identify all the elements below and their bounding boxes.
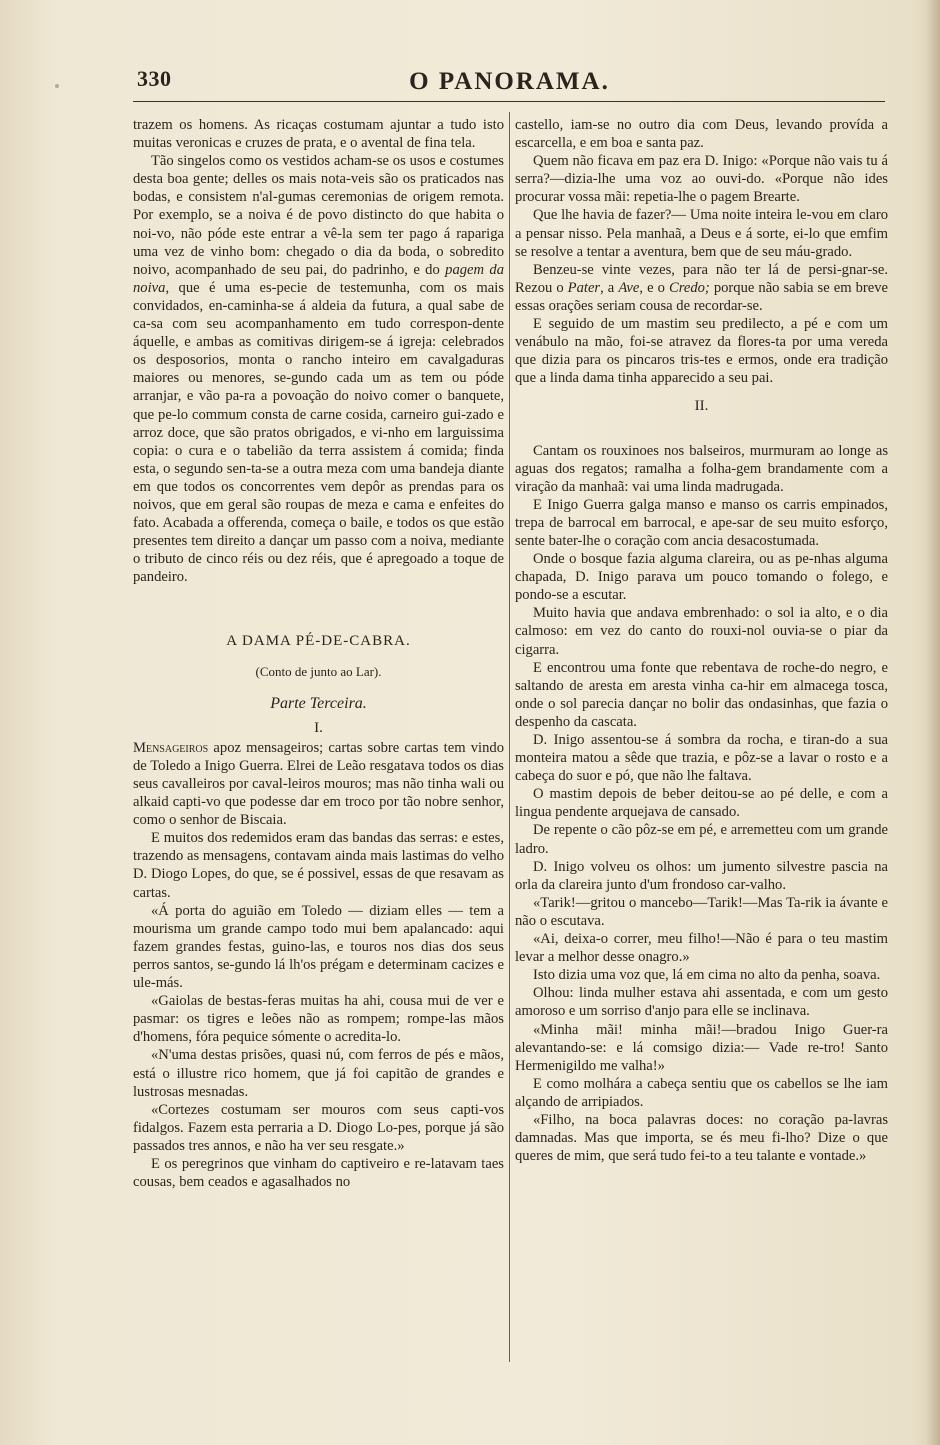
column-divider: [509, 112, 510, 1362]
paragraph: De repente o cão pôz-se em pé, e arremetteu com um grande ladro.: [515, 822, 888, 857]
page-number: 330: [137, 66, 172, 91]
paragraph: «Gaiolas de bestas-feras muitas ha ahi, cousa mui de ver e pasmar: os tigres e leões não as rompem; rompe-las mãos d'homens, fóra pequice sómente o acredita-lo.: [133, 993, 504, 1046]
journal-title: O PANORAMA.: [409, 68, 610, 95]
paragraph: Quem não ficava em paz era D. Inigo: «Porque não vais tu á serra?—dizia-lhe uma voz ao ouvi-do. «Porque não ides procurar vossa mãi: repetia-lhe o pagem Brearte.: [515, 153, 888, 206]
paragraph: E muitos dos redemidos eram das bandas das serras: e estes, trazendo as mensagens, contavam ainda mais lastimas do velho D. Diogo Lopes, do que, se é possivel, essas de que resavam as cartas.: [133, 830, 504, 901]
story-subtitle: (Conto de junto ao Lar).: [255, 663, 382, 679]
paragraph: «N'uma destas prisões, quasi nú, com ferros de pés e mãos, está o illustre rico homem, que já foi capitão de grandes e lustrosas mesnadas.: [133, 1047, 504, 1100]
paragraph: «Tarik!—gritou o mancebo—Tarik!—Mas Ta-rik ia ávante e não o escutava.: [515, 894, 888, 929]
paragraph: E seguido de um mastim seu predilecto, a pé e com um venábulo na mão, foi-se atravez da flores-ta por uma vereda que dizia para os pincaros tris-tes e ermos, onde era tradição que a linda dama tinha apparecido a seu pai.: [515, 316, 888, 387]
header-rule: [133, 101, 885, 102]
paragraph: Olhou: linda mulher estava ahi assentada, e com um gesto amoroso e um sorriso d'anjo para elle se inclinava.: [515, 985, 888, 1020]
story-part: Parte Terceira.: [270, 694, 367, 712]
left-column: [133, 116, 504, 1191]
paragraph: «Minha mãi! minha mãi!—bradou Inigo Guer-ra alevantando-se: e lá comsigo dizia:— Vade re-tro! Santo Hermenigildo me valha!»: [515, 1021, 888, 1074]
italic-term: Credo;: [668, 279, 710, 296]
section-number-i: I.: [314, 719, 323, 736]
paragraph: Cantam os rouxinoes nos balseiros, murmuram ao longe as aguas dos regatos; ramalha a folha-gem brandamente com a viração da manhaã: vai uma linda madrugada.: [515, 442, 888, 495]
section-number-ii: II.: [694, 398, 709, 415]
page-header: [137, 62, 882, 102]
paragraph: «Á porta do aguião em Toledo — diziam elles — tem a mourisma um grande campo todo mui bem apalancado: aqui fazem grandes festas, guino-las, e touros nos dias dos seus perros santos, se-gundo lá lh'os prégam e determinam cacizes e ule-más.: [133, 902, 504, 992]
paragraph: Tão singelos como os vestidos acham-se os usos e costumes desta boa gente; delles os mais nota-veis são os praticados nas bodas, e consistem n'al-gumas ceremonias de origem remota. Por exemplo, se a noiva é de povo distincto do que habita o noi-vo, não póde este entrar a vê-la sem ter pago á rapariga uma vez de vinho bom: chegado o dia da boda, o sobredito noivo, acompanhado de seu pai, do padrinho, e do pagem da noiva, que é uma es-pecie de testemunha, com os mais convidados, en-caminha-se á aldeia da futura, a qual sabe de ca-sa com seu acompanhamento em tudo correspon-dente áquelle, e ambas as comitivas dirigem-se á igreja: celebrados os desposorios, monta o rancho inteiro em cavalgaduras maiores ou menores, se-gundo cada um as tem ou póde arranjar, e vão pa-ra a povoação do noivo comer o banquete, que pe-lo commum consta de carne cosida, carneiro gui-zado e arroz doce, que são pratos obrigados, e vi-nho em larguissima copia: o cura e o tabelião da terra assistem á comida; finda esta, o segundo sen-ta-se a outra meza com uma bandeja diante em que todos os concorrentes vem depôr as prendas para os noivos, que em geral são roupas de meza e cama e enfeites do fato. Acabada a offerenda, começa o baile, e todos os que estão presentes tem direito a dançar um passo com a noiva, mediante o tributo de cinco réis ou dez réis, que é apregoado a toque de pandeiro.: [133, 153, 505, 586]
paragraph: «Ai, deixa-o correr, meu filho!—Não é para o teu mastim levar a melhor desse onagro.»: [515, 931, 888, 966]
paragraph: Isto dizia uma voz que, lá em cima no alto da penha, soava.: [533, 967, 881, 984]
paragraph: E como molhára a cabeça sentiu que os cabellos se lhe iam alçando de arripiados.: [515, 1075, 888, 1110]
paragraph: trazem os homens. As ricaças costumam ajuntar a tudo isto muitas veronicas e cruzes de prata, e o avental de fina tela.: [133, 117, 504, 152]
drop-word: Mensageiros: [133, 739, 209, 756]
paragraph: O mastim depois de beber deitou-se ao pé delle, e com a lingua pendente arquejava de cansado.: [515, 786, 888, 821]
paragraph: «Filho, na boca palavras doces: no coração pa-lavras damnadas. Mas que importa, se és meu fi-lho? Dize o que queres de mim, que será tudo fei-to a teu talante e vontade.»: [515, 1111, 888, 1165]
paragraph: D. Inigo volveu os olhos: um jumento silvestre pascia na orla da clareira junto d'um frondoso car-valho.: [515, 858, 888, 893]
paragraph: Mensageiros apoz mensageiros; cartas sobre cartas tem vindo de Toledo a Inigo Guerra. Elrei de Leão resgatava todos os dias seus cavalleiros por caval-leiros mouros; mas não tinha wali ou alkaid capti-vo que podesse dar em troco por tão nobre senhor, como o senhor de Biscaia.: [133, 739, 504, 829]
story-title: A DAMA PÉ-DE-CABRA.: [226, 633, 411, 650]
paragraph: «Cortezes costumam ser mouros com seus capti-vos fidalgos. Fazem esta perraria a D. Diogo Lo-pes, porque já são passados tres annos, e não ha ver seu resgate.»: [133, 1101, 504, 1154]
paragraph: castello, iam-se no outro dia com Deus, levando provída a escarcella, e em boa e santa paz.: [515, 117, 888, 152]
paragraph: E encontrou uma fonte que rebentava de roche-do negro, e saltando de aresta em aresta vinha ca-hir em almacega tosca, onde o sol parecia dançar no bolir das ondasinhas, que fazia o despenho da cascata.: [515, 659, 888, 730]
paragraph: Benzeu-se vinte vezes, para não ter lá de persi-gnar-se. Rezou o Pater, a Ave, e o Credo; porque não sabia se em breve essas orações seriam cousa de recordar-se.: [515, 261, 888, 314]
paragraph: E Inigo Guerra galga manso e manso os carris empinados, trepa de barrocal em barrocal, e ape-sar de seu muito esforço, sente bater-lhe o coração com ancia desacostumada.: [515, 496, 888, 549]
page-edge-shadow: [926, 0, 940, 1445]
paragraph: E os peregrinos que vinham do captiveiro e re-latavam taes cousas, bem ceados e agasalhados no: [133, 1155, 504, 1191]
italic-term: Pater: [567, 279, 601, 296]
italic-term: pagem da noiva: [133, 261, 505, 296]
paragraph: Onde o bosque fazia alguma clareira, ou as pe-nhas alguma chapada, D. Inigo parava um pouco tomando o folego, e pondo-se a escutar.: [515, 551, 888, 604]
paragraph: D. Inigo assentou-se á sombra da rocha, e tiran-do a sua monteira matou a sêde que trazia, e pôz-se a lavar o rosto e a cabeça do suor e pó, que não lhe faltava.: [515, 732, 888, 785]
right-column: [515, 116, 888, 1165]
paragraph: Muito havia que andava embrenhado: o sol ia alto, e o dia calmoso: em vez do canto do rouxi-nol ouvia-se o piar da cigarra.: [515, 605, 888, 658]
paper-spot: [55, 84, 59, 88]
paragraph: Que lhe havia de fazer?— Uma noite inteira le-vou em claro a pensar nisso. Pela manhaã, a Deus e á sorte, ei-lo que emfim se resolve a tentar a aventura, bem que de seu máu-grado.: [515, 207, 888, 260]
italic-term: Ave: [618, 279, 640, 296]
